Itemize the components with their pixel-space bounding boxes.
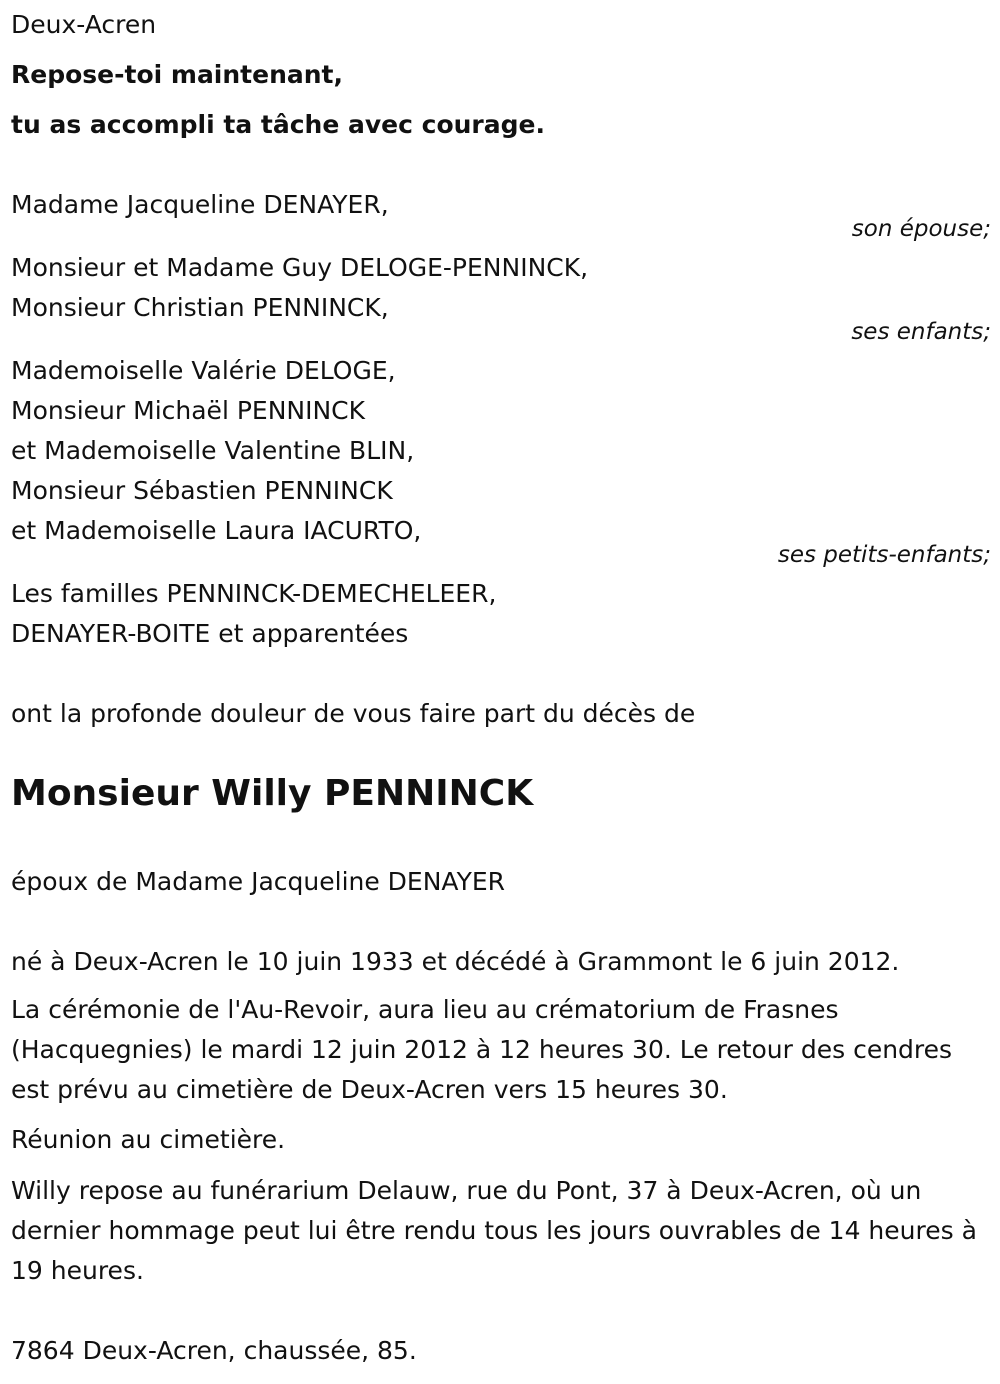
funerarium-paragraph: Willy repose au funérarium Delauw, rue du Pont, 37 à Deux-Acren, où un dernier hommage peut lui être rendu tous les jours ouvrables de 14 heures à 19 heures. [11, 1176, 977, 1285]
birth-death: né à Deux-Acren le 10 juin 1933 et décédé à Grammont le 6 juin 2012. [11, 947, 900, 976]
child-name: Monsieur Christian PENNINCK, [11, 293, 389, 322]
deceased-name: Monsieur Willy PENNINCK [11, 773, 534, 814]
announcement: ont la profonde douleur de vous faire part du décès de [11, 699, 696, 728]
grandchild-name: Monsieur Sébastien PENNINCK [11, 476, 393, 505]
reunion-line: Réunion au cimetière. [11, 1125, 286, 1154]
children-role: ses enfants; [851, 319, 991, 345]
spouse-name: Madame Jacqueline DENAYER, [11, 190, 389, 219]
grandchild-name: et Mademoiselle Valentine BLIN, [11, 436, 415, 465]
grandchild-name: Monsieur Michaël PENNINCK [11, 396, 366, 425]
address: 7864 Deux-Acren, chaussée, 85. [11, 1336, 417, 1365]
child-name: Monsieur et Madame Guy DELOGE-PENNINCK, [11, 253, 589, 282]
families-line: Les familles PENNINCK-DEMECHELEER, [11, 579, 497, 608]
spouse-role: son épouse; [851, 216, 991, 242]
grandchild-name: Mademoiselle Valérie DELOGE, [11, 356, 396, 385]
motto-line-2: tu as accompli ta tâche avec courage. [11, 110, 545, 139]
spouse-line: époux de Madame Jacqueline DENAYER [11, 867, 506, 896]
ceremony-paragraph: La cérémonie de l'Au-Revoir, aura lieu au crématorium de Frasnes (Hacquegnies) le mardi 12 juin 2012 à 12 heures 30. Le retour des cendres est prévu au cimetière de Deux-Acren vers 15 heures 30. [11, 995, 953, 1104]
grandchildren-role: ses petits-enfants; [777, 542, 991, 568]
location-header: Deux-Acren [11, 10, 157, 39]
grandchild-name: et Mademoiselle Laura IACURTO, [11, 516, 422, 545]
motto-line-1: Repose-toi maintenant, [11, 60, 343, 89]
families-line: DENAYER-BOITE et apparentées [11, 619, 409, 648]
